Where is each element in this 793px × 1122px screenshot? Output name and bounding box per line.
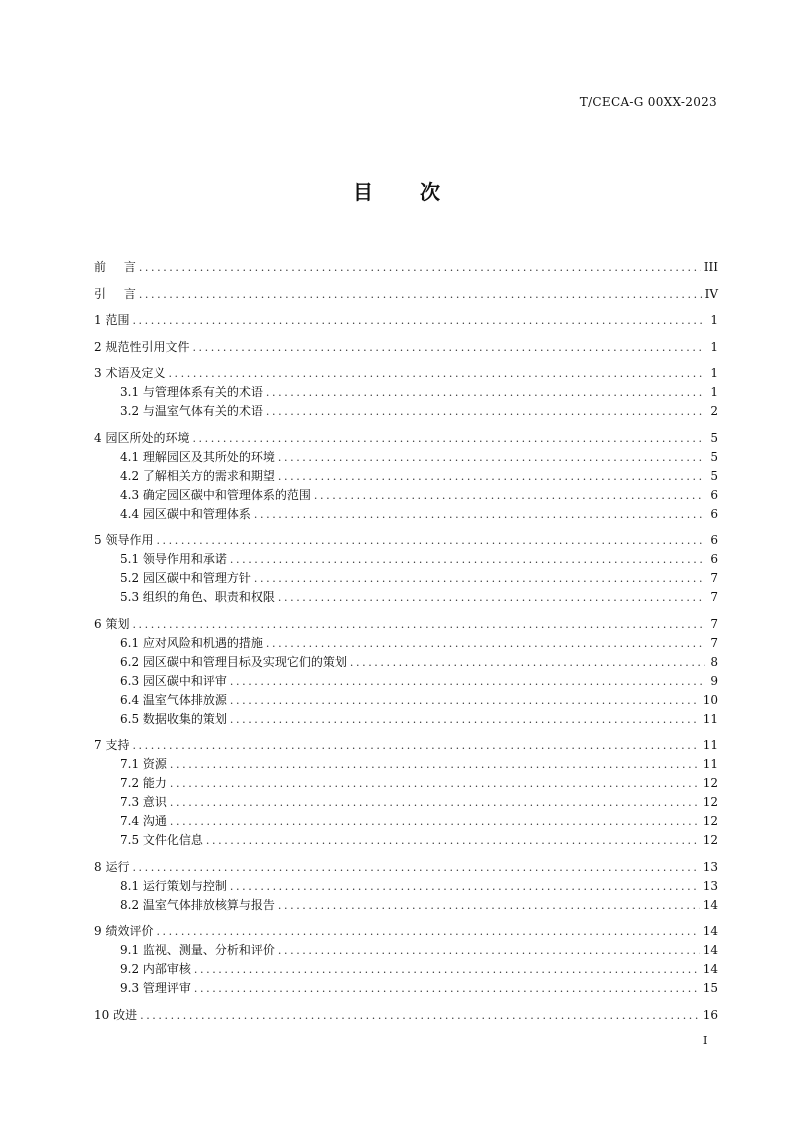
toc-entry[interactable] bbox=[94, 793, 718, 812]
toc-entry[interactable] bbox=[94, 569, 718, 588]
toc-leader-dots bbox=[132, 858, 699, 877]
toc-entry-label: 7.1 资源 bbox=[120, 757, 167, 771]
toc-entry[interactable] bbox=[94, 486, 718, 505]
toc-entry-page: 14 bbox=[702, 897, 718, 912]
toc-entry[interactable] bbox=[94, 858, 718, 877]
toc-leader-dots bbox=[230, 877, 700, 896]
toc-entry-page: III bbox=[703, 260, 718, 274]
toc-entry-page: 7 bbox=[710, 616, 718, 631]
toc-entry-label: 9.2 内部审核 bbox=[120, 962, 191, 976]
toc-leader-dots bbox=[230, 550, 705, 569]
toc-entry[interactable] bbox=[94, 550, 718, 569]
toc-leader-dots bbox=[206, 831, 700, 850]
toc-entry-label: 7 支持 bbox=[94, 738, 130, 752]
toc-entry-page: 13 bbox=[702, 878, 718, 893]
toc-entry[interactable] bbox=[94, 979, 718, 998]
toc-entry-page: 16 bbox=[702, 1007, 718, 1022]
toc-entry-page: 12 bbox=[702, 776, 718, 790]
toc-entry-label: 前 言 bbox=[94, 260, 136, 274]
toc-entry[interactable] bbox=[94, 448, 718, 467]
toc-entry[interactable] bbox=[94, 634, 718, 653]
toc-entry-label: 6.1 应对风险和机遇的措施 bbox=[120, 635, 263, 650]
toc-entry-label: 4 园区所处的环境 bbox=[94, 430, 190, 445]
toc-entry-label: 9 绩效评价 bbox=[94, 924, 154, 938]
toc-entry-page: 12 bbox=[702, 833, 718, 847]
toc-entry-label: 6 策划 bbox=[94, 616, 130, 631]
toc-entry[interactable] bbox=[94, 812, 718, 831]
toc-entry[interactable] bbox=[94, 941, 718, 960]
toc-entry[interactable] bbox=[94, 691, 718, 710]
toc-entry[interactable] bbox=[94, 774, 718, 793]
toc-entry-page: 14 bbox=[702, 924, 718, 938]
toc-leader-dots bbox=[266, 402, 705, 421]
toc-entry-label: 4.4 园区碳中和管理体系 bbox=[120, 506, 251, 521]
toc-entry-page: 5 bbox=[710, 449, 718, 464]
toc-leader-dots bbox=[230, 691, 700, 710]
toc-entry-label: 8.1 运行策划与控制 bbox=[120, 878, 227, 893]
toc-entry-page: 1 bbox=[710, 385, 718, 399]
toc-entry-label: 7.4 沟通 bbox=[120, 814, 167, 828]
toc-leader-dots bbox=[278, 941, 700, 960]
toc-entry-page: 13 bbox=[702, 859, 718, 874]
toc-entry-page: 11 bbox=[702, 711, 718, 726]
toc-entry-page: 12 bbox=[702, 814, 718, 828]
toc-entry-page: 1 bbox=[710, 313, 718, 327]
toc-entry-page: 2 bbox=[710, 404, 718, 418]
toc-entry-page: 10 bbox=[702, 692, 718, 707]
toc-entry-label: 4.1 理解园区及其所处的环境 bbox=[120, 449, 275, 464]
toc-entry-label: 3.1 与管理体系有关的术语 bbox=[120, 385, 263, 399]
toc-entry-page: 6 bbox=[710, 487, 718, 502]
toc-entry-label: 5.2 园区碳中和管理方针 bbox=[120, 571, 251, 585]
toc-entry-label: 8.2 温室气体排放核算与报告 bbox=[120, 897, 275, 912]
toc-entry-page: 15 bbox=[702, 981, 718, 995]
toc-entry[interactable] bbox=[94, 429, 718, 448]
toc-entry-page: 12 bbox=[702, 795, 718, 809]
toc-entry[interactable] bbox=[94, 258, 718, 277]
toc-entry[interactable] bbox=[94, 755, 718, 774]
toc-entry-label: 1 范围 bbox=[94, 313, 130, 327]
toc-entry[interactable] bbox=[94, 653, 718, 672]
toc-leader-dots bbox=[230, 710, 700, 729]
toc-entry-label: 7.3 意识 bbox=[120, 795, 167, 809]
toc-leader-dots bbox=[156, 531, 705, 550]
toc-leader-dots bbox=[192, 429, 705, 448]
toc-entry[interactable] bbox=[94, 736, 718, 755]
toc-entry[interactable] bbox=[94, 896, 718, 915]
toc-entry-page: IV bbox=[704, 286, 718, 301]
toc-leader-dots bbox=[254, 569, 705, 588]
toc-leader-dots bbox=[132, 311, 705, 330]
toc-leader-dots bbox=[170, 812, 700, 831]
toc-leader-dots bbox=[170, 793, 700, 812]
toc-entry[interactable] bbox=[94, 505, 718, 524]
toc-entry[interactable] bbox=[94, 338, 718, 357]
toc-leader-dots bbox=[266, 634, 705, 653]
toc-entry-label: 2 规范性引用文件 bbox=[94, 339, 190, 354]
toc-entry[interactable] bbox=[94, 710, 718, 729]
toc-entry[interactable] bbox=[94, 364, 718, 383]
toc-leader-dots bbox=[230, 672, 705, 691]
toc-entry-label: 5.3 组织的角色、职责和权限 bbox=[120, 590, 275, 604]
page-number: I bbox=[703, 1034, 708, 1047]
toc-entry-label: 引 言 bbox=[94, 286, 136, 301]
toc-entry-page: 1 bbox=[710, 366, 718, 380]
toc-entry-page: 6 bbox=[710, 552, 718, 566]
toc-entry-page: 11 bbox=[702, 738, 718, 752]
toc-entry-label: 4.2 了解相关方的需求和期望 bbox=[120, 468, 275, 483]
toc-entry-label: 9.1 监视、测量、分析和评价 bbox=[120, 943, 275, 957]
toc-entry-page: 7 bbox=[710, 635, 718, 650]
toc-leader-dots bbox=[156, 922, 699, 941]
table-of-contents bbox=[94, 258, 718, 1025]
toc-entry-label: 3.2 与温室气体有关的术语 bbox=[120, 404, 263, 418]
toc-entry[interactable] bbox=[94, 831, 718, 850]
toc-entry[interactable] bbox=[94, 1006, 718, 1025]
toc-entry-page: 7 bbox=[710, 590, 718, 604]
toc-entry-label: 5.1 领导作用和承诺 bbox=[120, 552, 227, 566]
document-code: T/CECA-G 00XX-2023 bbox=[579, 95, 717, 109]
toc-leader-dots bbox=[132, 736, 699, 755]
toc-entry[interactable] bbox=[94, 672, 718, 691]
toc-entry-page: 7 bbox=[710, 571, 718, 585]
page-title: 目 次 bbox=[353, 180, 440, 204]
toc-leader-dots bbox=[170, 755, 700, 774]
toc-entry-label: 5 领导作用 bbox=[94, 533, 154, 547]
toc-entry-label: 6.3 园区碳中和评审 bbox=[120, 673, 227, 688]
toc-leader-dots bbox=[168, 364, 705, 383]
toc-entry-page: 6 bbox=[710, 506, 718, 521]
toc-entry-page: 6 bbox=[710, 533, 718, 547]
toc-entry-label: 9.3 管理评审 bbox=[120, 981, 191, 995]
toc-entry[interactable] bbox=[94, 922, 718, 941]
toc-leader-dots bbox=[278, 588, 705, 607]
toc-entry[interactable] bbox=[94, 311, 718, 330]
toc-leader-dots bbox=[132, 615, 705, 634]
toc-leader-dots bbox=[194, 979, 700, 998]
toc-leader-dots bbox=[278, 448, 705, 467]
toc-entry-page: 14 bbox=[702, 962, 718, 976]
toc-entry-page: 8 bbox=[710, 654, 718, 669]
toc-entry-label: 4.3 确定园区碳中和管理体系的范围 bbox=[120, 487, 311, 502]
toc-entry-label: 6.5 数据收集的策划 bbox=[120, 711, 227, 726]
toc-entry-label: 7.5 文件化信息 bbox=[120, 833, 203, 847]
toc-leader-dots bbox=[140, 1006, 700, 1025]
toc-entry[interactable] bbox=[94, 467, 718, 486]
toc-entry-page: 11 bbox=[702, 757, 718, 771]
toc-entry-page: 5 bbox=[710, 430, 718, 445]
toc-leader-dots bbox=[266, 383, 705, 402]
toc-leader-dots bbox=[350, 653, 705, 672]
toc-leader-dots bbox=[139, 285, 702, 304]
toc-entry-page: 1 bbox=[710, 339, 718, 354]
toc-entry[interactable] bbox=[94, 615, 718, 634]
toc-leader-dots bbox=[314, 486, 705, 505]
toc-leader-dots bbox=[170, 774, 700, 793]
toc-entry-label: 10 改进 bbox=[94, 1007, 138, 1022]
toc-entry-page: 9 bbox=[710, 673, 718, 688]
toc-entry[interactable] bbox=[94, 383, 718, 402]
toc-leader-dots bbox=[194, 960, 700, 979]
toc-entry-label: 6.2 园区碳中和管理目标及实现它们的策划 bbox=[120, 654, 347, 669]
toc-leader-dots bbox=[278, 896, 700, 915]
toc-entry-page: 14 bbox=[702, 943, 718, 957]
toc-leader-dots bbox=[254, 505, 705, 524]
toc-leader-dots bbox=[192, 338, 705, 357]
toc-entry[interactable] bbox=[94, 877, 718, 896]
toc-entry-label: 7.2 能力 bbox=[120, 776, 167, 790]
toc-entry-label: 6.4 温室气体排放源 bbox=[120, 692, 227, 707]
toc-entry[interactable] bbox=[94, 531, 718, 550]
toc-leader-dots bbox=[278, 467, 705, 486]
toc-entry[interactable] bbox=[94, 285, 718, 304]
toc-entry-label: 3 术语及定义 bbox=[94, 366, 166, 380]
toc-leader-dots bbox=[139, 258, 701, 277]
toc-entry[interactable] bbox=[94, 588, 718, 607]
toc-entry-page: 5 bbox=[710, 468, 718, 483]
toc-entry[interactable] bbox=[94, 402, 718, 421]
toc-entry-label: 8 运行 bbox=[94, 859, 130, 874]
toc-entry[interactable] bbox=[94, 960, 718, 979]
